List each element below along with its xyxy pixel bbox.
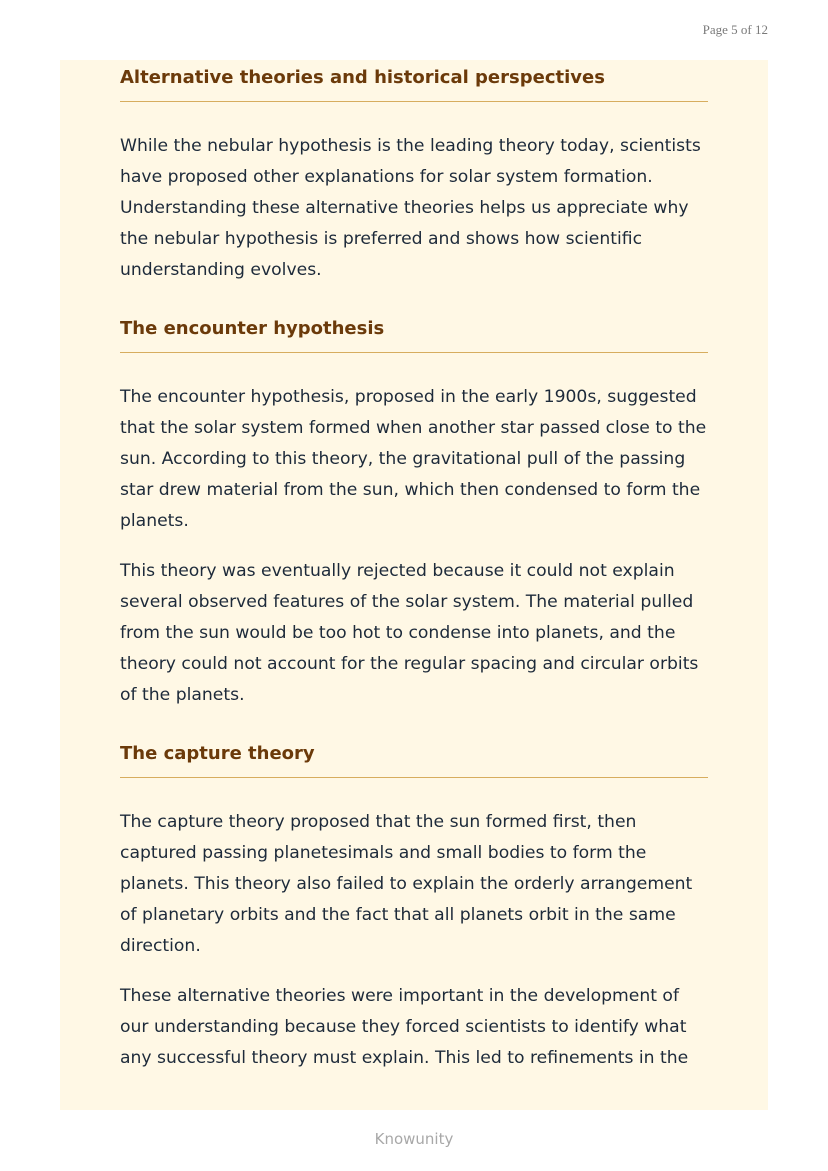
- content-panel: [60, 60, 768, 1110]
- paragraph-capture-description: The capture theory proposed that the sun formed first, then captured passing planetesimals and small bodies to form the planets. This theory also failed to explain the orderly arrangement of planetary orbits and the fact that all planets orbit in the same direction.: [120, 812, 693, 956]
- document-body: [120, 60, 708, 1074]
- paragraph-encounter-rejection: This theory was eventually rejected because it could not explain several observed features of the solar system. The material pulled from the sun would be too hot to condense into planets, and the theory could not account for the regular spacing and circular orbits of the planets.: [120, 561, 699, 705]
- section-heading-capture-theory: The capture theory: [120, 737, 708, 778]
- paragraph-alternative-theories-intro: While the nebular hypothesis is the leading theory today, scientists have proposed other explanations for solar system formation. Understanding these alternative theories helps us appreciate why the nebular hypothesis is preferred and shows how scientific understanding evolves.: [120, 136, 701, 280]
- paragraph-alternative-theories-importance: These alternative theories were important in the development of our understanding because they forced scientists to identify what any successful theory must explain. This led to refinements in the: [120, 986, 689, 1068]
- paragraph-encounter-description: The encounter hypothesis, proposed in the early 1900s, suggested that the solar system formed when another star passed close to the sun. According to this theory, the gravitational pull of the passing star drew material from the sun, which then condensed to form the planets.: [120, 387, 707, 531]
- footer-brand: Knowunity: [374, 1130, 454, 1148]
- section-heading-alternative-theories: Alternative theories and historical perspectives: [120, 61, 708, 102]
- page-number: Page 5 of 12: [702, 22, 768, 37]
- section-heading-encounter-hypothesis: The encounter hypothesis: [120, 312, 708, 353]
